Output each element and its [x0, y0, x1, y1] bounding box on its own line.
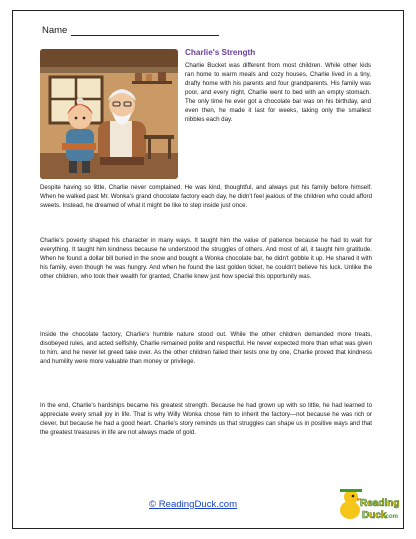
story-title: Charlie's Strength — [185, 48, 256, 57]
story-paragraph-4: Inside the chocolate factory, Charlie's humble nature stood out. While the other children demanded more treats, disobeyed rules, and acted selfishly, Charlie remained polite and respectful. He never expected more than what was given to him, and he never let greed take over. As the other children failed their tests one by one, Charlie proved that kindness and humility were more valuable than money or privilege. — [40, 331, 372, 366]
story-paragraph-3: Charlie's poverty shaped his character in many ways. It taught him the value of patience because he had to wait for everything. It taught him kindness because he understood the struggles of others. And most of all, it taught him gratitude. When he found a dollar bill buried in the snow and bought a Wonka chocolate bar, he didn't gobble it up. He shared it with his family, even though he was hungry. And when he found the last golden ticket, he couldn't believe his luck. Unlike the other children, who took their wealth for granted, Charlie knew just how special this opportunity was. — [40, 237, 372, 281]
logo-text-reading: Reading — [360, 498, 400, 509]
logo-text-com: .com — [384, 514, 399, 520]
name-label: Name — [42, 25, 68, 36]
story-illustration — [40, 49, 178, 179]
readingduck-logo[interactable] — [338, 486, 400, 524]
story-paragraph-2: Despite having so little, Charlie never complained. He was kind, thoughtful, and always put his family before himself. When he walked past Mr. Wonka's grand chocolate factory each day, he didn't feel jealous of the children who could afford sweets. Instead, he dreamed of what it might be like to step inside just once. — [40, 184, 372, 210]
story-paragraph-5: In the end, Charlie's hardships became his greatest strength. Because he had grown up with so little, he had learned to appreciate every small joy in life. That is why Willy Wonka chose him to inherit the factory—not because he was rich or clever, but because he had a good heart. Charlie's story reminds us that struggles can shape us in positive ways and that the greatest treasures in life are not always made of gold. — [40, 402, 372, 437]
readingduck-link[interactable]: © ReadingDuck.com — [149, 499, 238, 510]
name-field-row — [42, 25, 219, 36]
logo-text-duck: Duck — [362, 510, 387, 521]
story-paragraph-1: Charlie Bucket was different from most children. While other kids ran home to warm meals and cozy houses, Charlie lived in a tiny, drafty home with his parents and four grandparents. His family was poor, and every night, Charlie went to bed with an empty stomach. The only time he ever got a chocolate bar was on his birthday, and even then, he made it last for weeks, taking only the smallest nibbles each day. — [185, 62, 371, 124]
name-blank-line[interactable] — [71, 26, 219, 36]
duck-head-icon — [344, 490, 358, 504]
